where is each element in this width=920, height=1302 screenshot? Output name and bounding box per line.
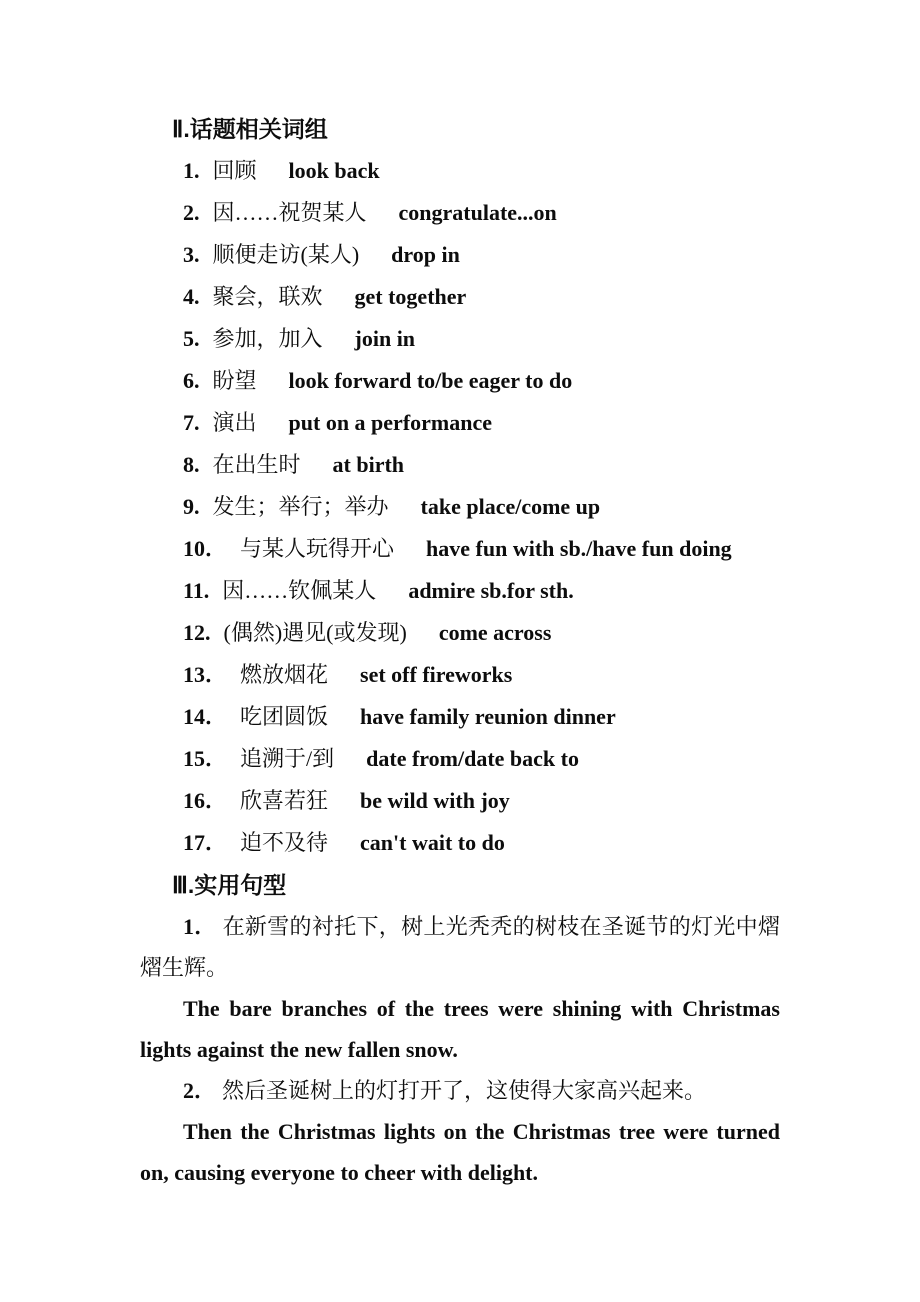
phrase-english: set off fireworks (360, 662, 513, 687)
phrase-chinese: (偶然)遇见(或发现) (223, 620, 407, 645)
phrase-number: 16． (183, 788, 228, 813)
phrase-chinese: 燃放烟花 (240, 662, 329, 687)
phrase-item (140, 318, 780, 360)
phrase-list (140, 150, 780, 864)
phrase-chinese: 因……祝贺某人 (212, 200, 367, 225)
phrase-chinese: 发生；举行；举办 (212, 494, 389, 519)
phrase-chinese: 在出生时 (212, 452, 301, 477)
sentence-number: 1． (183, 914, 217, 939)
phrase-number: 2. (183, 200, 200, 225)
phrase-number: 8. (183, 452, 200, 477)
phrase-number: 11. (183, 578, 210, 603)
phrase-number: 17． (183, 830, 228, 855)
phrase-item (140, 486, 780, 528)
phrase-chinese: 与某人玩得开心 (240, 536, 395, 561)
phrase-english: admire sb.for sth. (408, 578, 574, 603)
phrase-item (140, 528, 780, 570)
phrase-english: date from/date back to (366, 746, 579, 771)
section-heading-sentences: Ⅲ.实用句型 (172, 872, 287, 898)
phrase-english: come across (438, 620, 552, 645)
sentence-chinese (140, 906, 780, 988)
phrase-english: can't wait to do (360, 830, 505, 855)
phrase-item (140, 738, 780, 780)
phrase-number: 10． (183, 536, 228, 561)
phrase-item (140, 192, 780, 234)
phrase-english: at birth (332, 452, 405, 477)
phrase-item (140, 360, 780, 402)
sentence-list (140, 906, 780, 1193)
sentence-english: Then the Christmas lights on the Christmas tree were turned on, causing everyone to cheer with delight. (140, 1119, 780, 1185)
phrase-english: drop in (391, 242, 460, 267)
phrase-number: 13． (183, 662, 228, 687)
phrase-number: 14． (183, 704, 228, 729)
phrase-chinese: 迫不及待 (240, 830, 329, 855)
phrase-number: 9. (183, 494, 200, 519)
phrase-item (140, 654, 780, 696)
phrase-item (140, 780, 780, 822)
phrase-item (140, 612, 780, 654)
phrase-chinese: 吃团圆饭 (240, 704, 329, 729)
phrase-english: join in (354, 326, 416, 351)
phrase-item (140, 444, 780, 486)
phrase-number: 7. (183, 410, 200, 435)
sentence-block (140, 1070, 780, 1193)
phrase-english: congratulate...on (398, 200, 557, 225)
phrase-chinese: 追溯于/到 (240, 746, 335, 771)
phrase-item (140, 234, 780, 276)
sentence-chinese-text: 然后圣诞树上的灯打开了，这使得大家高兴起来。 (222, 1078, 707, 1103)
phrase-number: 5. (183, 326, 200, 351)
phrase-chinese: 聚会，联欢 (212, 284, 323, 309)
phrase-english: look back (288, 158, 380, 183)
phrase-english: put on a performance (288, 410, 492, 435)
phrase-number: 15． (183, 746, 228, 771)
phrase-item (140, 822, 780, 864)
phrase-english: be wild with joy (360, 788, 510, 813)
phrase-number: 1. (183, 158, 200, 183)
phrase-english: take place/come up (420, 494, 601, 519)
phrase-english: have family reunion dinner (360, 704, 616, 729)
phrase-chinese: 欣喜若狂 (240, 788, 329, 813)
phrase-english: look forward to/be eager to do (288, 368, 573, 393)
phrase-item (140, 696, 780, 738)
phrase-number: 12. (183, 620, 211, 645)
sentence-number: 2． (183, 1078, 217, 1103)
phrase-chinese: 盼望 (212, 368, 257, 393)
phrase-chinese: 顺便走访(某人) (212, 242, 360, 267)
phrase-chinese: 回顾 (212, 158, 257, 183)
section-heading-phrases: Ⅱ.话题相关词组 (172, 116, 328, 142)
phrase-item (140, 402, 780, 444)
phrase-item (140, 276, 780, 318)
phrase-number: 4. (183, 284, 200, 309)
sentence-english: The bare branches of the trees were shining with Christmas lights against the new fallen snow. (140, 996, 780, 1062)
phrase-item (140, 570, 780, 612)
phrase-english: have fun with sb./have fun doing (426, 536, 732, 561)
sentence-chinese-text: 在新雪的衬托下，树上光秃秃的树枝在圣诞节的灯光中熠熠生辉。 (140, 914, 780, 980)
phrase-number: 3. (183, 242, 200, 267)
phrase-chinese: 演出 (212, 410, 257, 435)
phrase-chinese: 参加，加入 (212, 326, 323, 351)
phrase-english: get together (354, 284, 467, 309)
sentence-chinese (140, 1070, 780, 1111)
sentence-block (140, 906, 780, 1070)
phrase-item (140, 150, 780, 192)
phrase-number: 6. (183, 368, 200, 393)
phrase-chinese: 因……钦佩某人 (222, 578, 377, 603)
